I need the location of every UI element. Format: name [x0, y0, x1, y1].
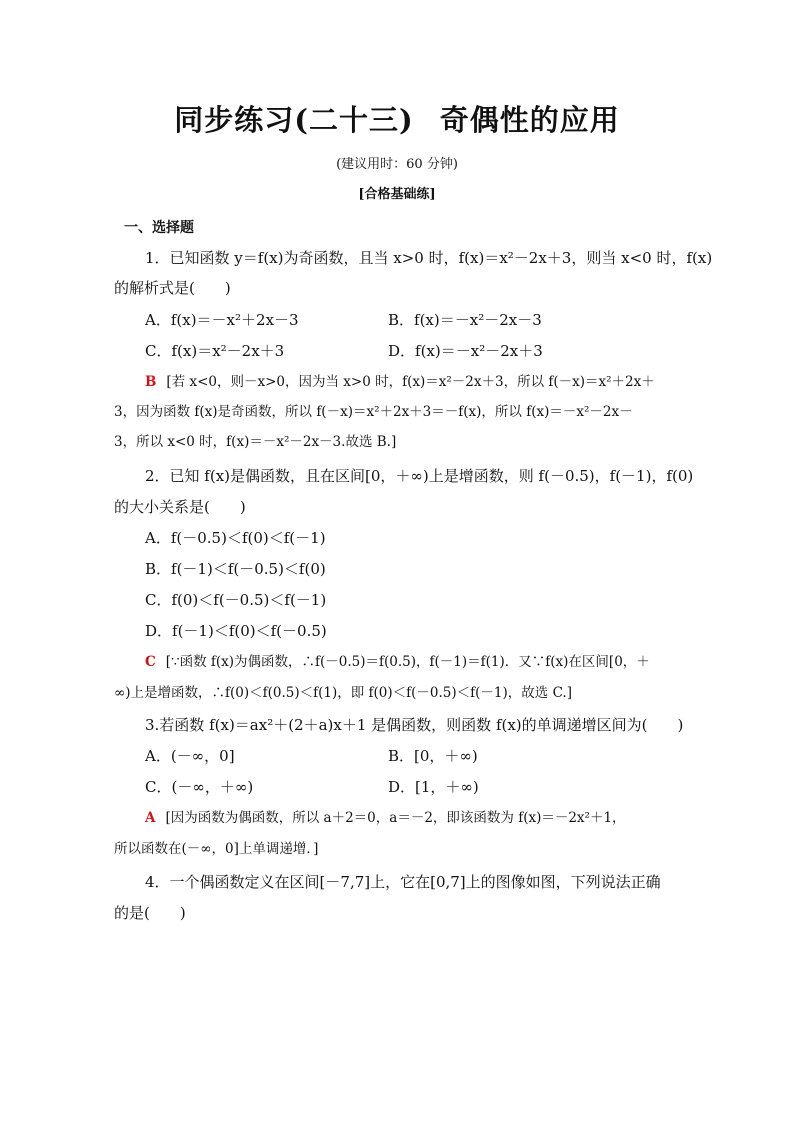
q1-exp-text1: [若 x<0，则－x>0，因为当 x>0 时，f(x)＝x²－2x＋3，所以 f(－x)＝x²＋2x＋: [166, 374, 655, 390]
q2-option-b: B．f(－1)＜f(－0.5)＜f(0): [145, 560, 326, 578]
q4-stem-line2: 的是( ): [114, 904, 186, 922]
q2-exp-text1: [∵函数 f(x)为偶函数，∴f(－0.5)＝f(0.5)，f(－1)＝f(1)．又∵f(x)在区间[0，＋: [165, 654, 650, 670]
q1-option-a: A．f(x)＝－x²＋2x－3: [145, 311, 299, 329]
q3-stem-line1: 3.若函数 f(x)＝ax²＋(2＋a)x＋1 是偶函数，则函数 f(x)的单调递增区间为( ): [145, 716, 684, 734]
title-sub: 奇偶性的应用: [439, 103, 620, 137]
title-main: 同步练习(二十三): [174, 103, 414, 137]
level-label: [合格基础练]: [358, 187, 436, 202]
time-note: (建议用时：60 分钟): [336, 157, 458, 172]
q3-option-a: A．(－∞，0]: [145, 747, 235, 765]
q3-explanation-line1: [145, 808, 626, 828]
q1-option-b: B．f(x)＝－x²－2x－3: [388, 311, 542, 329]
q3-option-b: B．[0，＋∞): [388, 747, 478, 765]
q2-option-c: C．f(0)＜f(－0.5)＜f(－1): [145, 591, 327, 609]
page-title: [0, 98, 794, 139]
q3-option-c: C．(－∞，＋∞): [145, 778, 254, 796]
q1-explanation-line2: 3，因为函数 f(x)是奇函数，所以 f(－x)＝x²＋2x＋3＝－f(x)，所以 f(x)＝－x²－2x－: [114, 404, 633, 420]
q1-stem-line2: 的解析式是( ): [114, 279, 231, 297]
q4-stem-line1: 4．一个偶函数定义在区间[－7,7]上，它在[0,7]上的图像如图，下列说法正确: [145, 873, 661, 891]
q1-option-c: C．f(x)＝x²－2x＋3: [145, 342, 285, 360]
q2-option-d: D．f(－1)＜f(0)＜f(－0.5): [145, 622, 327, 640]
q1-explanation-line3: 3，所以 x<0 时，f(x)＝－x²－2x－3.故选 B.]: [114, 434, 397, 450]
q3-exp-text1: [因为函数为偶函数，所以 a＋2＝0，a＝－2，即该函数为 f(x)＝－2x²＋1，: [165, 810, 626, 826]
q2-explanation-line1: [145, 652, 650, 672]
q3-answer: A: [145, 810, 156, 826]
q3-explanation-line2: 所以函数在(－∞，0]上单调递增．]: [114, 841, 319, 857]
q2-stem-line1: 2．已知 f(x)是偶函数，且在区间[0，＋∞)上是增函数，则 f(－0.5)，f(－1)，f(0): [145, 467, 694, 485]
q1-explanation-line1: [145, 372, 655, 392]
q2-explanation-line2: ∞)上是增函数，∴f(0)＜f(0.5)＜f(1)，即 f(0)＜f(－0.5)＜f(－1)，故选 C.]: [114, 685, 572, 701]
q3-option-d: D．[1，＋∞): [388, 778, 479, 796]
q2-answer: C: [145, 654, 156, 670]
q1-stem-line1: 1．已知函数 y＝f(x)为奇函数，且当 x>0 时，f(x)＝x²－2x＋3，则当 x<0 时，f(x): [145, 249, 713, 267]
q1-answer: B: [145, 374, 157, 390]
q2-stem-line2: 的大小关系是( ): [114, 498, 246, 516]
q2-option-a: A．f(－0.5)＜f(0)＜f(－1): [145, 529, 326, 547]
section-heading: 一、选择题: [124, 220, 194, 236]
q1-option-d: D．f(x)＝－x²－2x＋3: [388, 342, 543, 360]
